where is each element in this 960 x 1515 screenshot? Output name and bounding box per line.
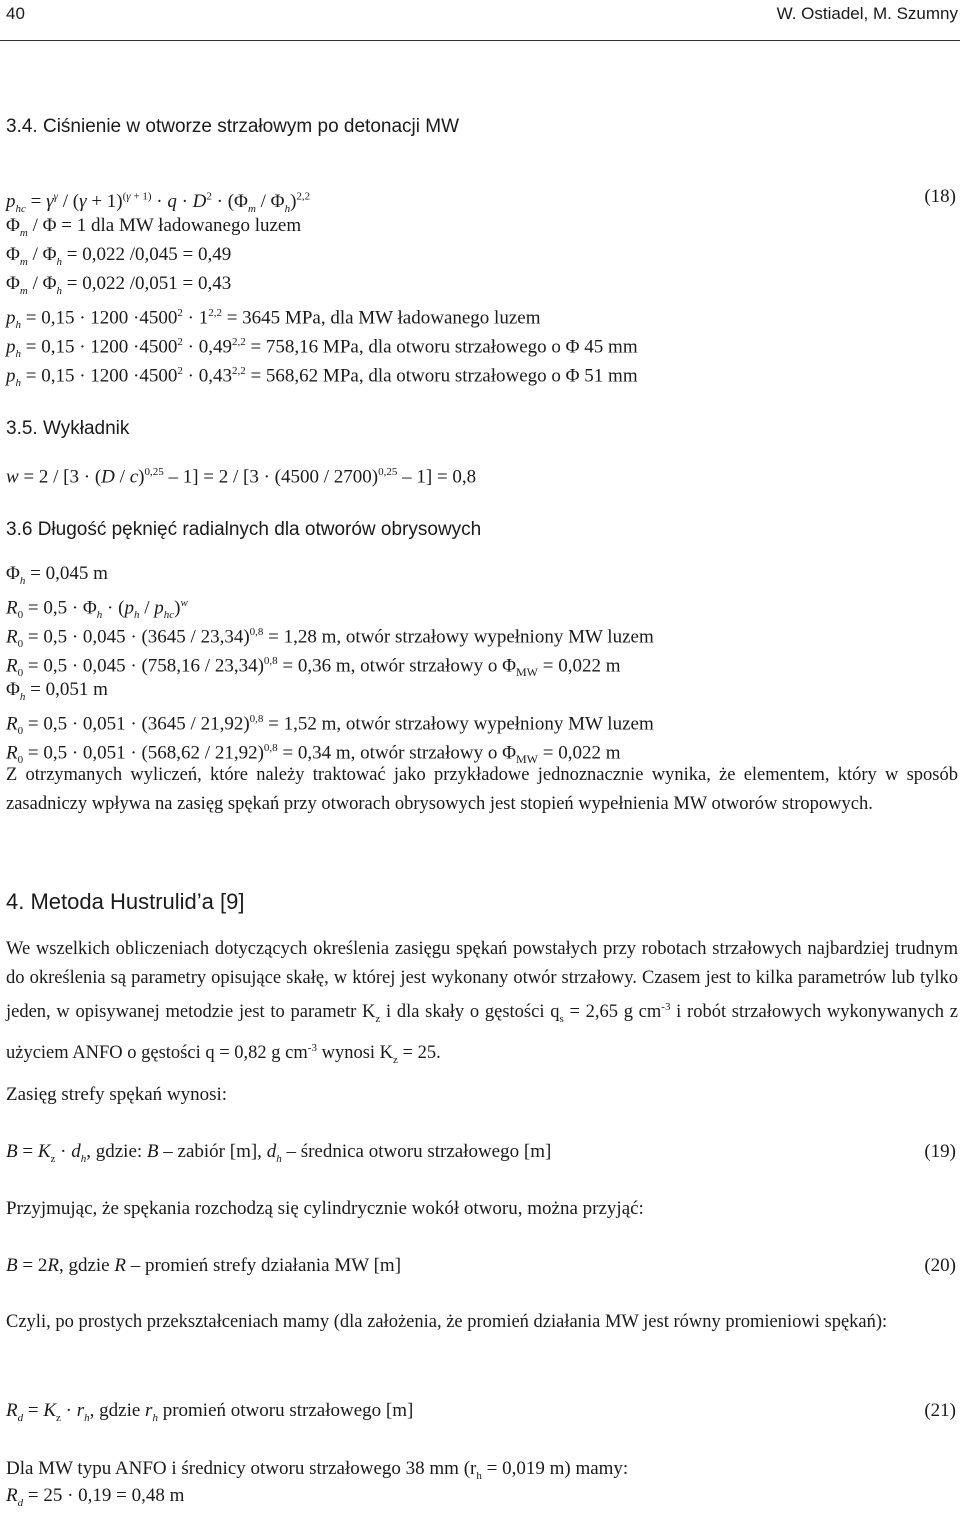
- equation-20: [6, 1254, 958, 1278]
- equation-exponent: w = 2 / [3 · (D / c)$^{0,25}$ – 1] = 2 / [3 · (4500 / 2700)$^{0,25}$ – 1] = 0,8: [6, 466, 477, 488]
- equation-phc-text: $p_{hc} = \gamma^\gamma / (\gamma + 1)^{(\gamma + 1)} \cdot q \cdot D^2 \cdot (\Phi_m / \Phi_h)^{2,2}$: [6, 191, 311, 216]
- paragraph-conclusion: Z otrzymanych wyliczeń, które należy traktować jako przykładowe jednoznacznie wynika, że elementem, który w sposób zasadniczy wpływa na zasięg spękań przy otworach obrysowych jest stopień wypełnienia MW otworów stropowych.: [6, 765, 958, 814]
- equation-line: $R_0 = 0,5 \cdot 0,045 \cdot (758,16 / 23,34)^{0,8} = 0,36$ m, otwór strzałowy o $\Phi_{MW} = 0,022$ m: [6, 655, 621, 680]
- equation-number-20: (20): [924, 1255, 956, 1276]
- equation-line: $p_h = 0,15 \cdot 1200 \cdot 4500^2 \cdot 0,43^{2,2} = 568,62$ MPa, dla otworu strzałowego o Φ 51 mm: [6, 365, 638, 390]
- equation-line: $R_0 = 0,5 \cdot 0,045 \cdot (3645 / 23,34)^{0,8} = 1,28$ m, otwór strzałowy wypełniony MW luzem: [6, 626, 654, 651]
- equation-number-21: (21): [924, 1400, 956, 1421]
- section-heading-3-5: 3.5. Wykładnik: [6, 418, 130, 439]
- paragraph-cylindrical: Przyjmując, że spękania rozchodzą się cylindrycznie wokół otworu, można przyjąć:: [6, 1198, 644, 1219]
- section-heading-4: 4. Metoda Hustrulid’a [9]: [6, 889, 245, 914]
- page-number: 40: [6, 4, 25, 23]
- section-heading-3-4: 3.4. Ciśnienie w otworze strzałowym po detonacji MW: [6, 116, 460, 137]
- equation-number-18: (18): [924, 186, 956, 207]
- paragraph-method-intro: We wszelkich obliczeniach dotyczących określenia zasięgu spękań powstałych przy robotach strzałowych najbardziej trudnym do określenia są parametry opisujące skałę, w której jest wykonany otwór strzałowy. Czasem jest to kilka parametrów lub tylko jeden, w opisywanej metodzie jest to parametr $K_z$ i dla skały o gęstości $q_s = 2,65$ g $cm^{-3}$ i robót strzałowych wykonywanych z użyciem ANFO o gęstości q = 0,82 g $cm^{-3}$ wynosi $K_z = 25$.: [6, 939, 958, 1066]
- paragraph-transform: Czyli, po prostych przekształceniach mamy (dla założenia, że promień działania MW jest równy promieniowi spękań):: [6, 1312, 888, 1332]
- equation-line: $R_0 = 0,5 \cdot 0,051 \cdot (3645 / 21,92)^{0,8} = 1,52$ m, otwór strzałowy wypełniony MW luzem: [6, 713, 654, 738]
- running-authors: W. Ostiadel, M. Szumny: [776, 4, 958, 23]
- equation-19: [6, 1140, 958, 1171]
- equation-line: $\Phi_m / \Phi_h = 0,022$ /0,045 = 0,49: [6, 244, 232, 268]
- equation-21-text: $R_d = K_z \cdot r_h$, gdzie $r_h$ promień otworu strzałowego [m]: [6, 1400, 414, 1424]
- page-header: [0, 0, 960, 41]
- equation-19-text: $B = K_z \cdot d_h$, gdzie: B – zabiór [m], $d_h$ – średnica otworu strzałowego [m]: [6, 1141, 552, 1165]
- equation-number-19: (19): [924, 1141, 956, 1162]
- equation-final: $R_d = 25 \cdot 0,19 = 0,48$ m: [6, 1485, 185, 1509]
- paragraph-range: Zasięg strefy spękań wynosi:: [6, 1084, 228, 1105]
- equation-line: $R_0 = 0,5 \cdot \Phi_h \cdot (p_h / p_{hc})^w$: [6, 597, 188, 622]
- equation-20-text: B = 2R, gdzie R – promień strefy działania MW [m]: [6, 1255, 402, 1276]
- equation-21: [6, 1399, 958, 1430]
- section-heading-3-6: 3.6 Długość pęknięć radialnych dla otworów obrysowych: [6, 519, 482, 540]
- equation-line: $R_0 = 0,5 \cdot 0,051 \cdot (568,62 / 21,92)^{0,8} = 0,34$ m, otwór strzałowy o $\Phi_{MW} = 0,022$ m: [6, 742, 621, 767]
- equation-line: $\Phi_m / \Phi = 1$ dla MW ładowanego luzem: [6, 215, 302, 239]
- equation-line: $\Phi_h = 0,051$ m: [6, 679, 108, 703]
- equation-line: $\Phi_m / \Phi_h = 0,022$ /0,051 = 0,43: [6, 273, 232, 297]
- equation-line: $\Phi_h = 0,045$ m: [6, 563, 108, 587]
- equation-line: $p_h = 0,15 \cdot 1200 \cdot 4500^2 \cdot 1^{2,2} = 3645$ MPa, dla MW ładowanego luzem: [6, 307, 541, 332]
- paragraph-anfo: Dla MW typu ANFO i średnicy otworu strzałowego 38 mm ($r_h = 0,019$ m) mamy:: [6, 1458, 629, 1482]
- equation-line: $p_h = 0,15 \cdot 1200 \cdot 4500^2 \cdot 0,49^{2,2} = 758,16$ MPa, dla otworu strzałowego o Φ 45 mm: [6, 336, 638, 361]
